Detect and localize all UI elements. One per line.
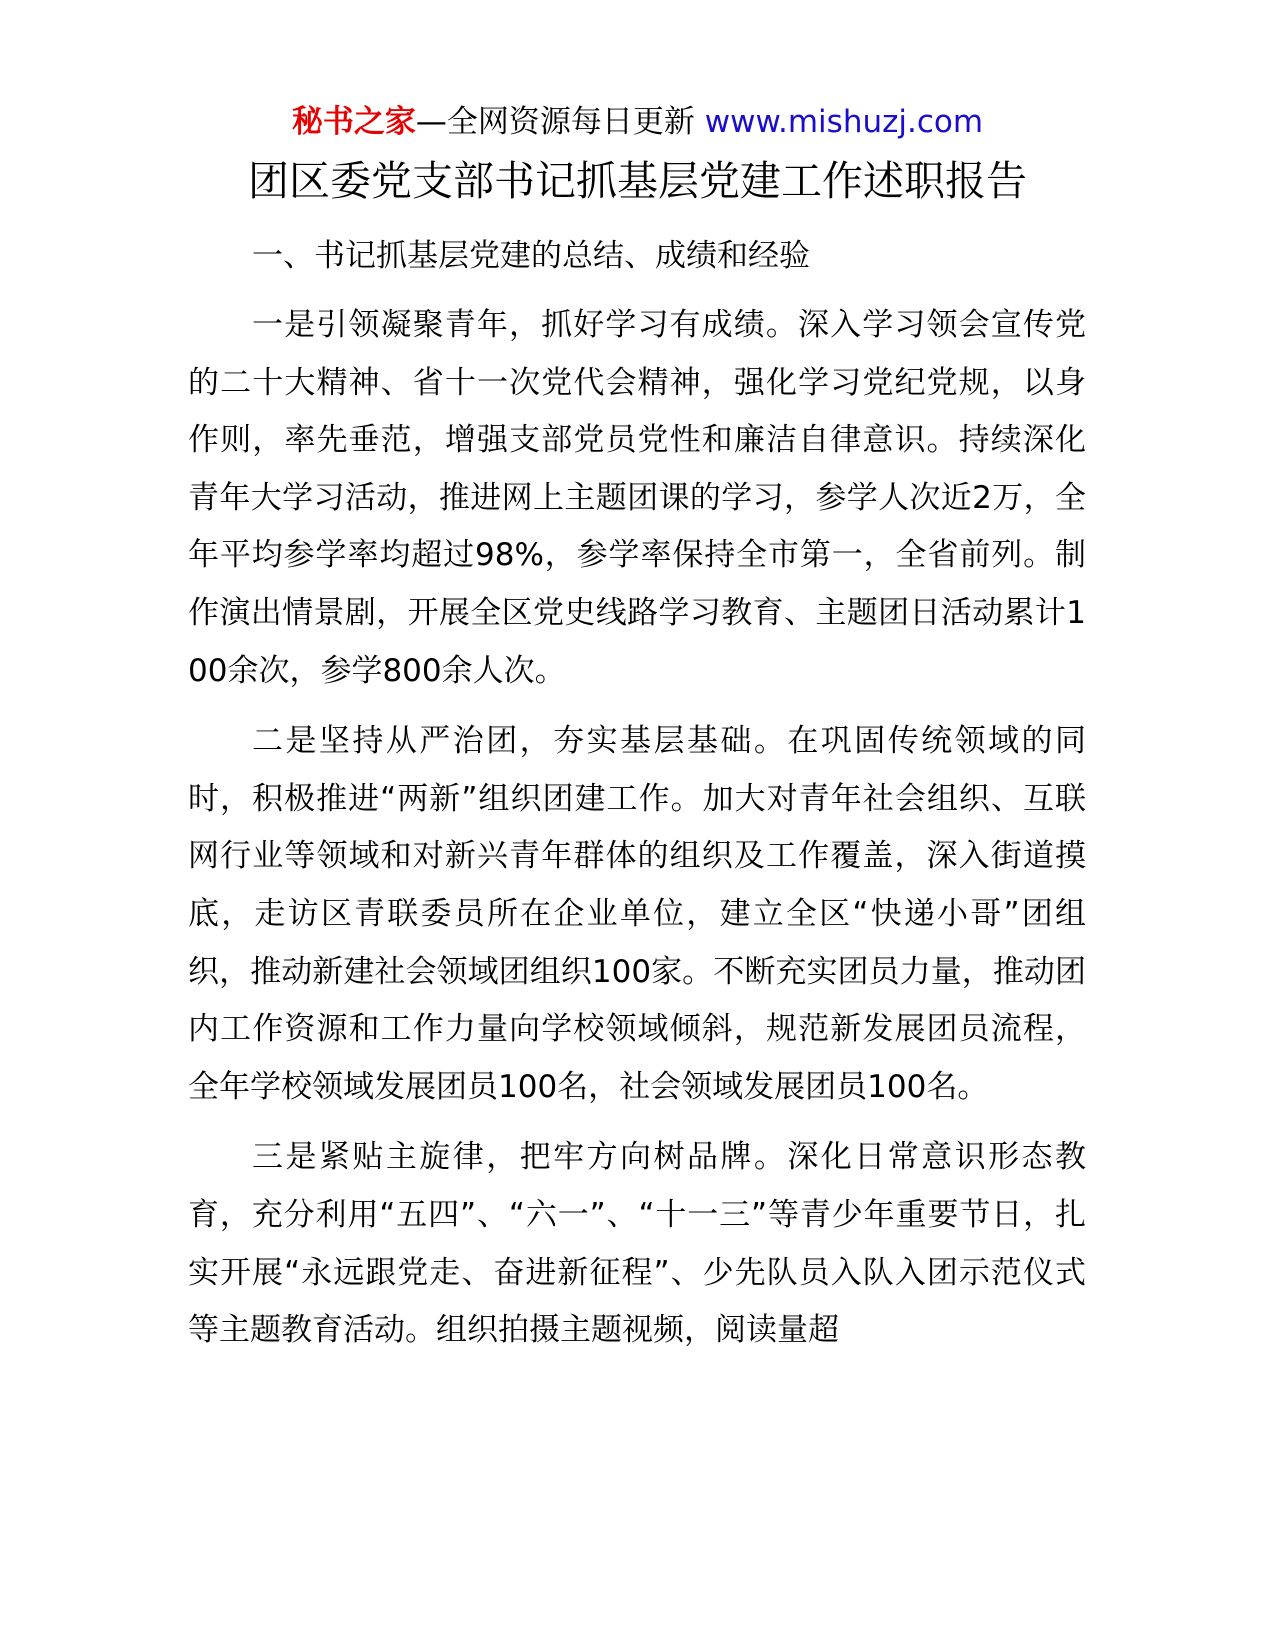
paragraph-study: 一是引领凝聚青年，抓好学习有成绩。深入学习领会宣传党的二十大精神、省十一次党代会精神，强化学习党纪党规，以身作则，率先垂范，增强支部党员党性和廉洁自律意识。持续深化青年大学习活动，推进网上主题团课的学习，参学人次近2万，全年平均参学率均超过98%，参学率保持全市第一，全省前列。制作演出情景剧，开展全区党史线路学习教育、主题团日活动累计100余次，参学800余人次。 bbox=[188, 307, 1086, 689]
document-body bbox=[188, 228, 1086, 1360]
site-slogan: —全网资源每日更新 bbox=[415, 104, 705, 140]
document-title: 团区委党支部书记抓基层党建工作述职报告 bbox=[248, 157, 1027, 205]
site-header bbox=[0, 100, 1275, 144]
section-heading: 一、书记抓基层党建的总结、成绩和经验 bbox=[252, 238, 810, 274]
site-brand: 秘书之家 bbox=[291, 104, 416, 140]
paragraph-theme: 三是紧贴主旋律，把牢方向树品牌。深化日常意识形态教育，充分利用“五四”、“六一”、“十一三”等青少年重要节日，扎实开展“永远跟党走、奋进新征程”、少先队员入队入团示范仪式等主题教育活动。组织拍摄主题视频，阅读量超 bbox=[188, 1139, 1086, 1349]
paragraph-organization: 二是坚持从严治团，夯实基层基础。在巩固传统领域的同时，积极推进“两新”组织团建工作。加大对青年社会组织、互联网行业等领域和对新兴青年群体的组织及工作覆盖，深入街道摸底，走访区青联委员所在企业单位，建立全区“快递小哥”团组织，推动新建社会领域团组织100家。不断充实团员力量，推动团内工作资源和工作力量向学校领域倾斜，规范新发展团员流程，全年学校领域发展团员100名，社会领域发展团员100名。 bbox=[188, 723, 1086, 1105]
site-url-link[interactable]: www.mishuzj.com bbox=[704, 104, 984, 140]
